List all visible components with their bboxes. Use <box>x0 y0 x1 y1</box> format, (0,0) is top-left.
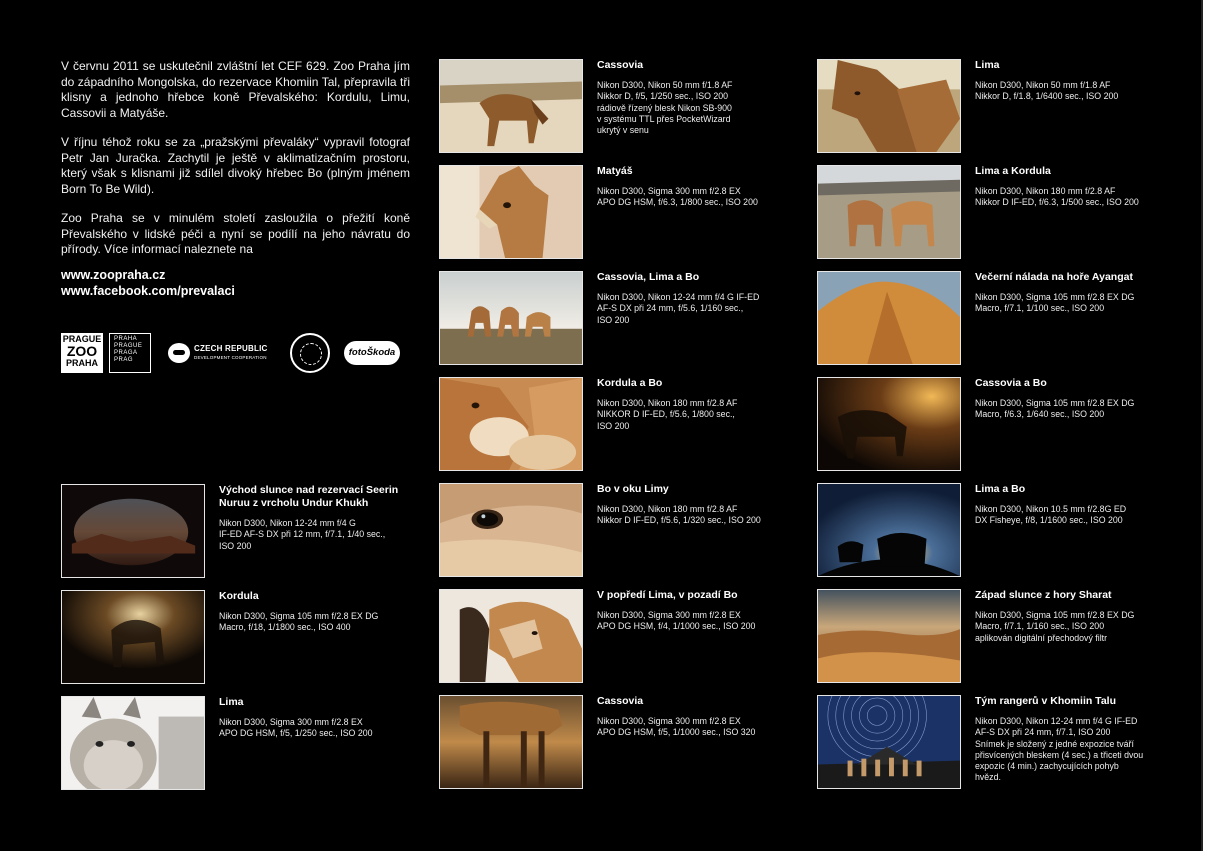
caption-title: Východ slunce nad rezervací Seerin Nuruu z vrcholu Undur Khukh <box>219 484 399 509</box>
photo-lima-1 <box>817 59 961 153</box>
caption-ayangat <box>975 271 1175 315</box>
caption-title: Bo v oku Limy <box>597 483 669 495</box>
photo-rangers-team <box>817 695 961 789</box>
seal-logo <box>290 333 330 373</box>
caption-lima-bw <box>219 696 419 740</box>
photo-lima-a-kordula <box>817 165 961 259</box>
caption-cassovia-lima-bo <box>597 271 797 326</box>
caption-cassovia-a-bo <box>975 377 1175 421</box>
caption-desc: Nikon D300, Nikon 12-24 mm f/4 G IF-ED AF-S DX při 24 mm, f/5.6, 1/160 sec., ISO 200 <box>597 292 760 325</box>
caption-sharat-sunset <box>975 589 1175 644</box>
caption-desc: Nikon D300, Sigma 300 mm f/2.8 EX APO DG HSM, f/4, 1/1000 sec., ISO 200 <box>597 610 756 632</box>
photo-kordula-a-bo <box>439 377 583 471</box>
caption-cassovia-2 <box>597 695 797 739</box>
caption-title: Lima <box>975 59 1000 71</box>
caption-lima-a-bo-fisheye <box>975 483 1175 527</box>
photo-cassovia-lima-bo <box>439 271 583 365</box>
caption-bo-v-oku-limy <box>597 483 797 527</box>
caption-desc: Nikon D300, Nikon 180 mm f/2.8 AF Nikkor D IF-ED, f/5.6, 1/320 sec., ISO 200 <box>597 504 761 526</box>
caption-matyas <box>597 165 797 209</box>
caption-title: Kordula <box>219 590 259 602</box>
caption-title: Lima a Kordula <box>975 165 1051 177</box>
photo-bo-v-oku-limy <box>439 483 583 577</box>
caption-desc: Nikon D300, Nikon 10.5 mm f/2.8G ED DX Fisheye, f/8, 1/1600 sec., ISO 200 <box>975 504 1127 526</box>
caption-title: Lima <box>219 696 244 708</box>
caption-desc: Nikon D300, Sigma 300 mm f/2.8 EX APO DG HSM, f/5, 1/250 sec., ISO 200 <box>219 717 373 739</box>
caption-kordula <box>219 590 419 634</box>
intro-text <box>61 59 410 272</box>
photo-cassovia-a-bo <box>817 377 961 471</box>
links <box>61 267 235 299</box>
photo-lima-popredi-bo-pozadi <box>439 589 583 683</box>
caption-desc: Nikon D300, Sigma 300 mm f/2.8 EX APO DG HSM, f/6.3, 1/800 sec., ISO 200 <box>597 186 758 208</box>
caption-desc: Nikon D300, Nikon 180 mm f/2.8 AF NIKKOR D IF-ED, f/5.6, 1/800 sec., ISO 200 <box>597 398 738 431</box>
caption-title: Západ slunce z hory Sharat <box>975 589 1112 601</box>
photo-cassovia-1 <box>439 59 583 153</box>
caption-sunrise-seerin-nuruu <box>219 484 419 552</box>
photo-sharat-sunset <box>817 589 961 683</box>
caption-title: Tým rangerů v Khomiin Talu <box>975 695 1116 707</box>
czech-bird-icon <box>168 343 190 363</box>
intro-paragraph-1: V červnu 2011 se uskutečnil zvláštní let CEF 629. Zoo Praha jím do západního Mongolska, do rezervace Khomiin Tal, přepravila tři klisny a jednoho hřebce koně Převalského: Kordulu, Limu, Cassovii a Matyáše. <box>61 59 410 120</box>
caption-cassovia-1 <box>597 59 797 136</box>
caption-title: Cassovia <box>597 59 644 71</box>
caption-lima-1 <box>975 59 1175 103</box>
czech-development-logo: CZECH REPUBLIC DEVELOPMENT COOPERATION <box>168 341 272 365</box>
photo-matyas <box>439 165 583 259</box>
photo-cassovia-2 <box>439 695 583 789</box>
caption-title: Cassovia a Bo <box>975 377 1047 389</box>
link-zoopraha[interactable]: www.zoopraha.cz <box>61 268 166 282</box>
photo-kordula <box>61 590 205 684</box>
caption-desc: Nikon D300, Nikon 12-24 mm f/4 G IF-ED AF-S DX při 12 mm, f/7.1, 1/40 sec., ISO 200 <box>219 518 386 551</box>
praha-city-logo: PRAHA PRAGUE PRAGA PRAG <box>109 333 151 373</box>
intro-paragraph-2: V říjnu téhož roku se za „pražskými převaláky“ vypravil fotograf Petr Jan Juračka. Zachytil je ještě v aklimatizačním prostoru, který však s klisnami již sdílel divoký hřebec Bo (plným jménem Born To Be Wild). <box>61 135 410 196</box>
caption-desc: Nikon D300, Sigma 105 mm f/2.8 EX DG Macro, f/18, 1/1800 sec., ISO 400 <box>219 611 379 633</box>
intro-paragraph-3: Zoo Praha se v minulém století zasloužila o přežití koně Převalského v lidské péči a nyní se podílí na jeho návratu do přírody. Více informací naleznete na <box>61 211 410 256</box>
caption-lima-popredi-bo-pozadi <box>597 589 797 633</box>
caption-lima-a-kordula <box>975 165 1175 209</box>
caption-desc: Nikon D300, Sigma 105 mm f/2.8 EX DG Macro, f/7.1, 1/160 sec., ISO 200 aplikován digitální přechodový filtr <box>975 610 1135 643</box>
caption-title: Matyáš <box>597 165 633 177</box>
caption-desc: Nikon D300, Sigma 300 mm f/2.8 EX APO DG HSM, f/5, 1/1000 sec., ISO 320 <box>597 716 756 738</box>
caption-desc: Nikon D300, Nikon 180 mm f/2.8 AF Nikkor D IF-ED, f/6.3, 1/500 sec., ISO 200 <box>975 186 1139 208</box>
caption-title: Večerní nálada na hoře Ayangat <box>975 271 1133 283</box>
page-edge <box>1203 0 1215 851</box>
caption-desc: Nikon D300, Nikon 50 mm f/1.8 AF Nikkor D, f/5, 1/250 sec., ISO 200 rádiově řízený blesk Nikon SB-900 v systému TTL přes PocketWizard ukrytý v senu <box>597 80 733 136</box>
partner-logos <box>61 333 411 375</box>
caption-title: Lima a Bo <box>975 483 1026 495</box>
caption-desc: Nikon D300, Nikon 50 mm f/1.8 AF Nikkor D, f/1.8, 1/6400 sec., ISO 200 <box>975 80 1119 102</box>
caption-kordula-a-bo <box>597 377 797 432</box>
caption-title: Cassovia, Lima a Bo <box>597 271 700 283</box>
caption-rangers-team <box>975 695 1175 784</box>
caption-title: Kordula a Bo <box>597 377 663 389</box>
photo-sunrise-seerin-nuruu <box>61 484 205 578</box>
prague-zoo-logo: PRAGUE ZOO PRAHA <box>61 333 103 373</box>
caption-desc: Nikon D300, Sigma 105 mm f/2.8 EX DG Macro, f/6.3, 1/640 sec., ISO 200 <box>975 398 1135 420</box>
photo-lima-bw <box>61 696 205 790</box>
caption-desc: Nikon D300, Sigma 105 mm f/2.8 EX DG Macro, f/7.1, 1/100 sec., ISO 200 <box>975 292 1135 314</box>
photo-ayangat <box>817 271 961 365</box>
caption-title: V popředí Lima, v pozadí Bo <box>597 589 738 601</box>
link-facebook[interactable]: www.facebook.com/prevalaci <box>61 284 235 298</box>
caption-title: Cassovia <box>597 695 644 707</box>
fotoskoda-logo: fotoŠkoda <box>344 341 400 365</box>
photo-lima-a-bo-fisheye <box>817 483 961 577</box>
caption-desc: Nikon D300, Nikon 12-24 mm f/4 G IF-ED AF-S DX při 24 mm, f/7.1, ISO 200 Snímek je složený z jedné expozice tváří přisvícených bleskem (4 sec.) a třiceti dvou expozic (4 min.) zachycujících pohyb hvězd. <box>975 716 1144 783</box>
